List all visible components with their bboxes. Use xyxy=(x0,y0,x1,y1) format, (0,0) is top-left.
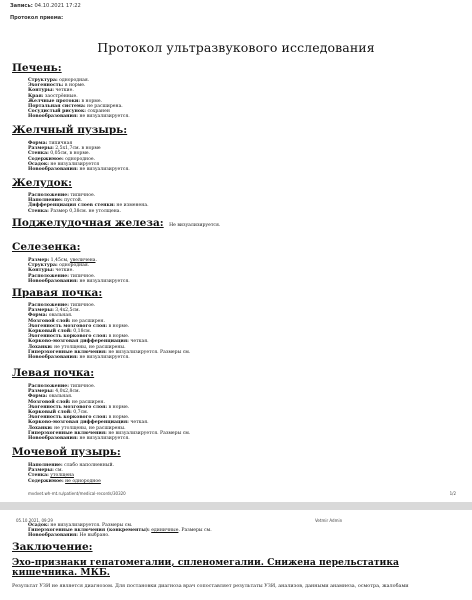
field-label: Размеры: xyxy=(28,389,54,395)
field-label: Корковый слой: xyxy=(28,329,72,335)
fields-spleen xyxy=(28,258,130,284)
field-row xyxy=(28,279,130,284)
field-label: Размеры: xyxy=(28,468,54,474)
footer-url: mvdvet.wh-mt.ru/patient/medical-records/30320 xyxy=(28,491,126,496)
field-label: Гиперэхогенные включения (конкременты): xyxy=(28,528,150,534)
conclusion-heading: Заключение: xyxy=(12,541,93,553)
field-value: в норме. xyxy=(107,415,130,421)
field-value: 0,18см. xyxy=(71,329,92,335)
field-value: в норме. xyxy=(107,334,130,340)
field-value: не визуализируется. Размеры см. xyxy=(48,523,133,528)
record-datetime: 04.10.2021 17:22 xyxy=(34,3,81,9)
fields-bladder xyxy=(28,463,114,484)
page2-user: Vetmir Admin xyxy=(315,518,343,523)
section-heading-liver: Печень: xyxy=(12,62,62,74)
field-row xyxy=(28,436,190,441)
field-value: не расширен. xyxy=(70,318,105,324)
field-label: Расположение: xyxy=(28,303,69,308)
field-label: Лоханки: xyxy=(28,425,53,431)
field-label: Стенка: xyxy=(28,208,49,214)
field-value: 2,5х1,7см. в норме xyxy=(53,146,101,152)
field-value: 1,45см, xyxy=(49,258,70,263)
field-label: Портальная система: xyxy=(28,104,86,110)
field-value: см. xyxy=(53,468,63,474)
field-label: Новообразования: xyxy=(28,278,78,284)
field-value: не изменена. xyxy=(114,203,149,209)
field-label: Новообразования: xyxy=(28,114,78,120)
field-label: Желчные протоки: xyxy=(28,98,81,104)
field-value: четкие. xyxy=(53,88,74,94)
field-value: не визуализируется xyxy=(48,161,100,167)
field-row xyxy=(28,167,130,172)
field-label: Новообразования: xyxy=(28,436,78,442)
field-value: овальная. xyxy=(47,313,73,319)
field-label: Размер: xyxy=(28,258,50,263)
fields-stomach xyxy=(28,193,149,214)
field-value: пустой. xyxy=(62,198,83,204)
field-row xyxy=(28,355,190,360)
field-label: Структура: xyxy=(28,78,58,83)
field-label: Размеры: xyxy=(28,146,54,152)
field-label: Эхогенность коркового слоя: xyxy=(28,415,108,421)
field-value: типичная xyxy=(47,141,73,146)
record-label: Запись: xyxy=(10,3,33,9)
field-label: Наполнение: xyxy=(28,198,63,204)
field-label: Структура: xyxy=(28,263,58,269)
field-value: не визуализируется. xyxy=(78,436,130,442)
page2-datetime: 05.10.2021, 09:29 xyxy=(16,518,53,523)
field-label: Гиперэхогенные включения: xyxy=(28,430,107,436)
field-value: Размер 0,38см. не утолщена. xyxy=(48,208,121,214)
field-value: овальная. xyxy=(47,394,73,400)
field-value: заострённые. xyxy=(43,93,78,99)
fields-gallbladder xyxy=(28,141,130,172)
section-heading-bladder: Мочевой пузырь: xyxy=(12,446,121,458)
field-label: Гиперэхогенные включения: xyxy=(28,349,107,355)
field-value: сохранен xyxy=(85,109,110,115)
section-pancreas xyxy=(12,217,220,229)
field-value: типичное. xyxy=(68,193,96,198)
field-row xyxy=(28,114,130,119)
field-value: 0,7см. xyxy=(71,410,89,416)
field-row xyxy=(28,479,114,484)
field-label: Новообразования: xyxy=(28,533,78,539)
fields-left-kidney xyxy=(28,384,190,441)
field-value: в норме. xyxy=(107,404,130,410)
field-label: Контуры: xyxy=(28,88,54,94)
field-value: не визуализируется. Размеры см. xyxy=(106,430,191,436)
field-value: не расширен. xyxy=(70,399,105,405)
fields-liver xyxy=(28,78,130,120)
field-label: Мозговой слой: xyxy=(28,318,71,324)
field-label: Края: xyxy=(28,93,44,99)
section-heading-stomach: Желудок: xyxy=(12,177,73,189)
field-value: типичное. xyxy=(68,273,96,279)
field-label: Стенка: xyxy=(28,473,49,479)
field-value: однородное. xyxy=(63,156,96,162)
field-value: слабо наполненный. xyxy=(62,463,114,468)
field-value-underlined: единичные xyxy=(151,528,179,534)
field-label: Расположение: xyxy=(28,273,69,279)
field-label: Новообразования: xyxy=(28,355,78,361)
field-value: не расширена. xyxy=(85,104,123,110)
field-label: Лоханки: xyxy=(28,344,53,350)
field-value: в норме. xyxy=(63,83,86,89)
field-value: не утолщены, не расширены. xyxy=(52,344,126,350)
field-value: Не выбрано. xyxy=(78,533,110,539)
field-value: не визуализируется. xyxy=(78,114,130,120)
field-label: Мозговой слой: xyxy=(28,399,71,405)
record-header xyxy=(10,3,81,9)
field-value: типичное. xyxy=(68,384,96,389)
field-label: Контуры: xyxy=(28,268,54,274)
protocol-label: Протокол приема: xyxy=(10,15,64,21)
field-label: Содержимое: xyxy=(28,156,64,162)
field-label: Наполнение: xyxy=(28,463,63,468)
field-value: однородная. xyxy=(57,78,90,83)
field-label: Форма: xyxy=(28,313,48,319)
document-title: Протокол ультразвукового исследования xyxy=(97,40,375,55)
field-label: Эхогенность мозгового слоя: xyxy=(28,323,108,329)
field-label: Расположение: xyxy=(28,384,69,389)
field-label: Осадок: xyxy=(28,161,49,167)
field-value: типичное. xyxy=(68,303,96,308)
field-value: 0,05см, в норме. xyxy=(48,151,91,157)
field-label: Корково-мозговая дифференциация: xyxy=(28,339,129,345)
field-label: Форма: xyxy=(28,394,48,400)
field-value: 4,0х2,8см. xyxy=(53,389,81,395)
field-value-underlined: увеличена xyxy=(69,258,96,263)
fields-right-kidney xyxy=(28,303,190,360)
field-value: 3,4х2,5см. xyxy=(53,308,81,314)
field-value: в норме. xyxy=(80,98,103,104)
footer-page-number: 1/2 xyxy=(449,491,456,496)
field-value: четкая. xyxy=(128,420,149,426)
field-label: Содержимое: xyxy=(28,478,64,484)
field-label: Форма: xyxy=(28,141,48,146)
field-value: не визуализируется. xyxy=(78,355,130,361)
field-value-suffix: . Размеры см. xyxy=(178,528,212,534)
field-value: не визуализируется. Размеры см. xyxy=(106,349,191,355)
field-label: Корково-мозговая дифференциация: xyxy=(28,420,129,426)
disclaimer-text: Результат УЗИ не является диагнозом. Для постановки диагноза врач сопоставляет результаты УЗИ, анализов, данными анамнеза, осмотра, жалобами xyxy=(12,583,409,589)
field-value: не визуализируется. xyxy=(78,167,130,173)
document-page-2 xyxy=(0,510,472,600)
section-heading-pancreas: Поджелудочная железа: xyxy=(12,217,164,229)
section-heading-right-kidney: Правая почка: xyxy=(12,287,103,299)
section-heading-spleen: Селезенка: xyxy=(12,241,81,253)
field-value: не визуализируется. xyxy=(78,278,130,284)
field-label: Дифференциация слоев стенки: xyxy=(28,203,115,209)
field-value: четкие. xyxy=(53,268,74,274)
field-label: Сосудистый рисунок: xyxy=(28,109,86,115)
field-value-underlined: не однородное xyxy=(65,478,101,484)
field-value-underlined: утолщена xyxy=(50,473,74,479)
field-row xyxy=(28,209,149,214)
field-value: не утолщены, не расширены. xyxy=(52,425,126,431)
field-label: Размеры: xyxy=(28,308,54,314)
field-label: Стенка: xyxy=(28,151,49,157)
field-value-suffix: . xyxy=(95,258,97,263)
field-label: Расположение: xyxy=(28,193,69,198)
fields-page2 xyxy=(28,523,212,539)
field-value: в норме. xyxy=(107,323,130,329)
field-label: Новообразования: xyxy=(28,167,78,173)
field-label: Корковый слой: xyxy=(28,410,72,416)
field-row xyxy=(28,533,212,538)
field-value: однородная. xyxy=(57,263,90,269)
section-heading-gallbladder: Желчный пузырь: xyxy=(12,124,128,136)
conclusion-text: Эхо-признаки гепатомегалии, спленомегалии. Снижена перельстатика кишечника. МКБ. xyxy=(12,557,399,578)
pancreas-value: Не визуализируется. xyxy=(169,223,221,228)
section-heading-left-kidney: Левая почка: xyxy=(12,367,95,379)
field-label: Осадок: xyxy=(28,523,49,528)
field-label: Эхогенность: xyxy=(28,83,64,89)
field-label: Эхогенность мозгового слоя: xyxy=(28,404,108,410)
field-value: четкая. xyxy=(128,339,149,345)
field-label: Эхогенность коркового слоя: xyxy=(28,334,108,340)
